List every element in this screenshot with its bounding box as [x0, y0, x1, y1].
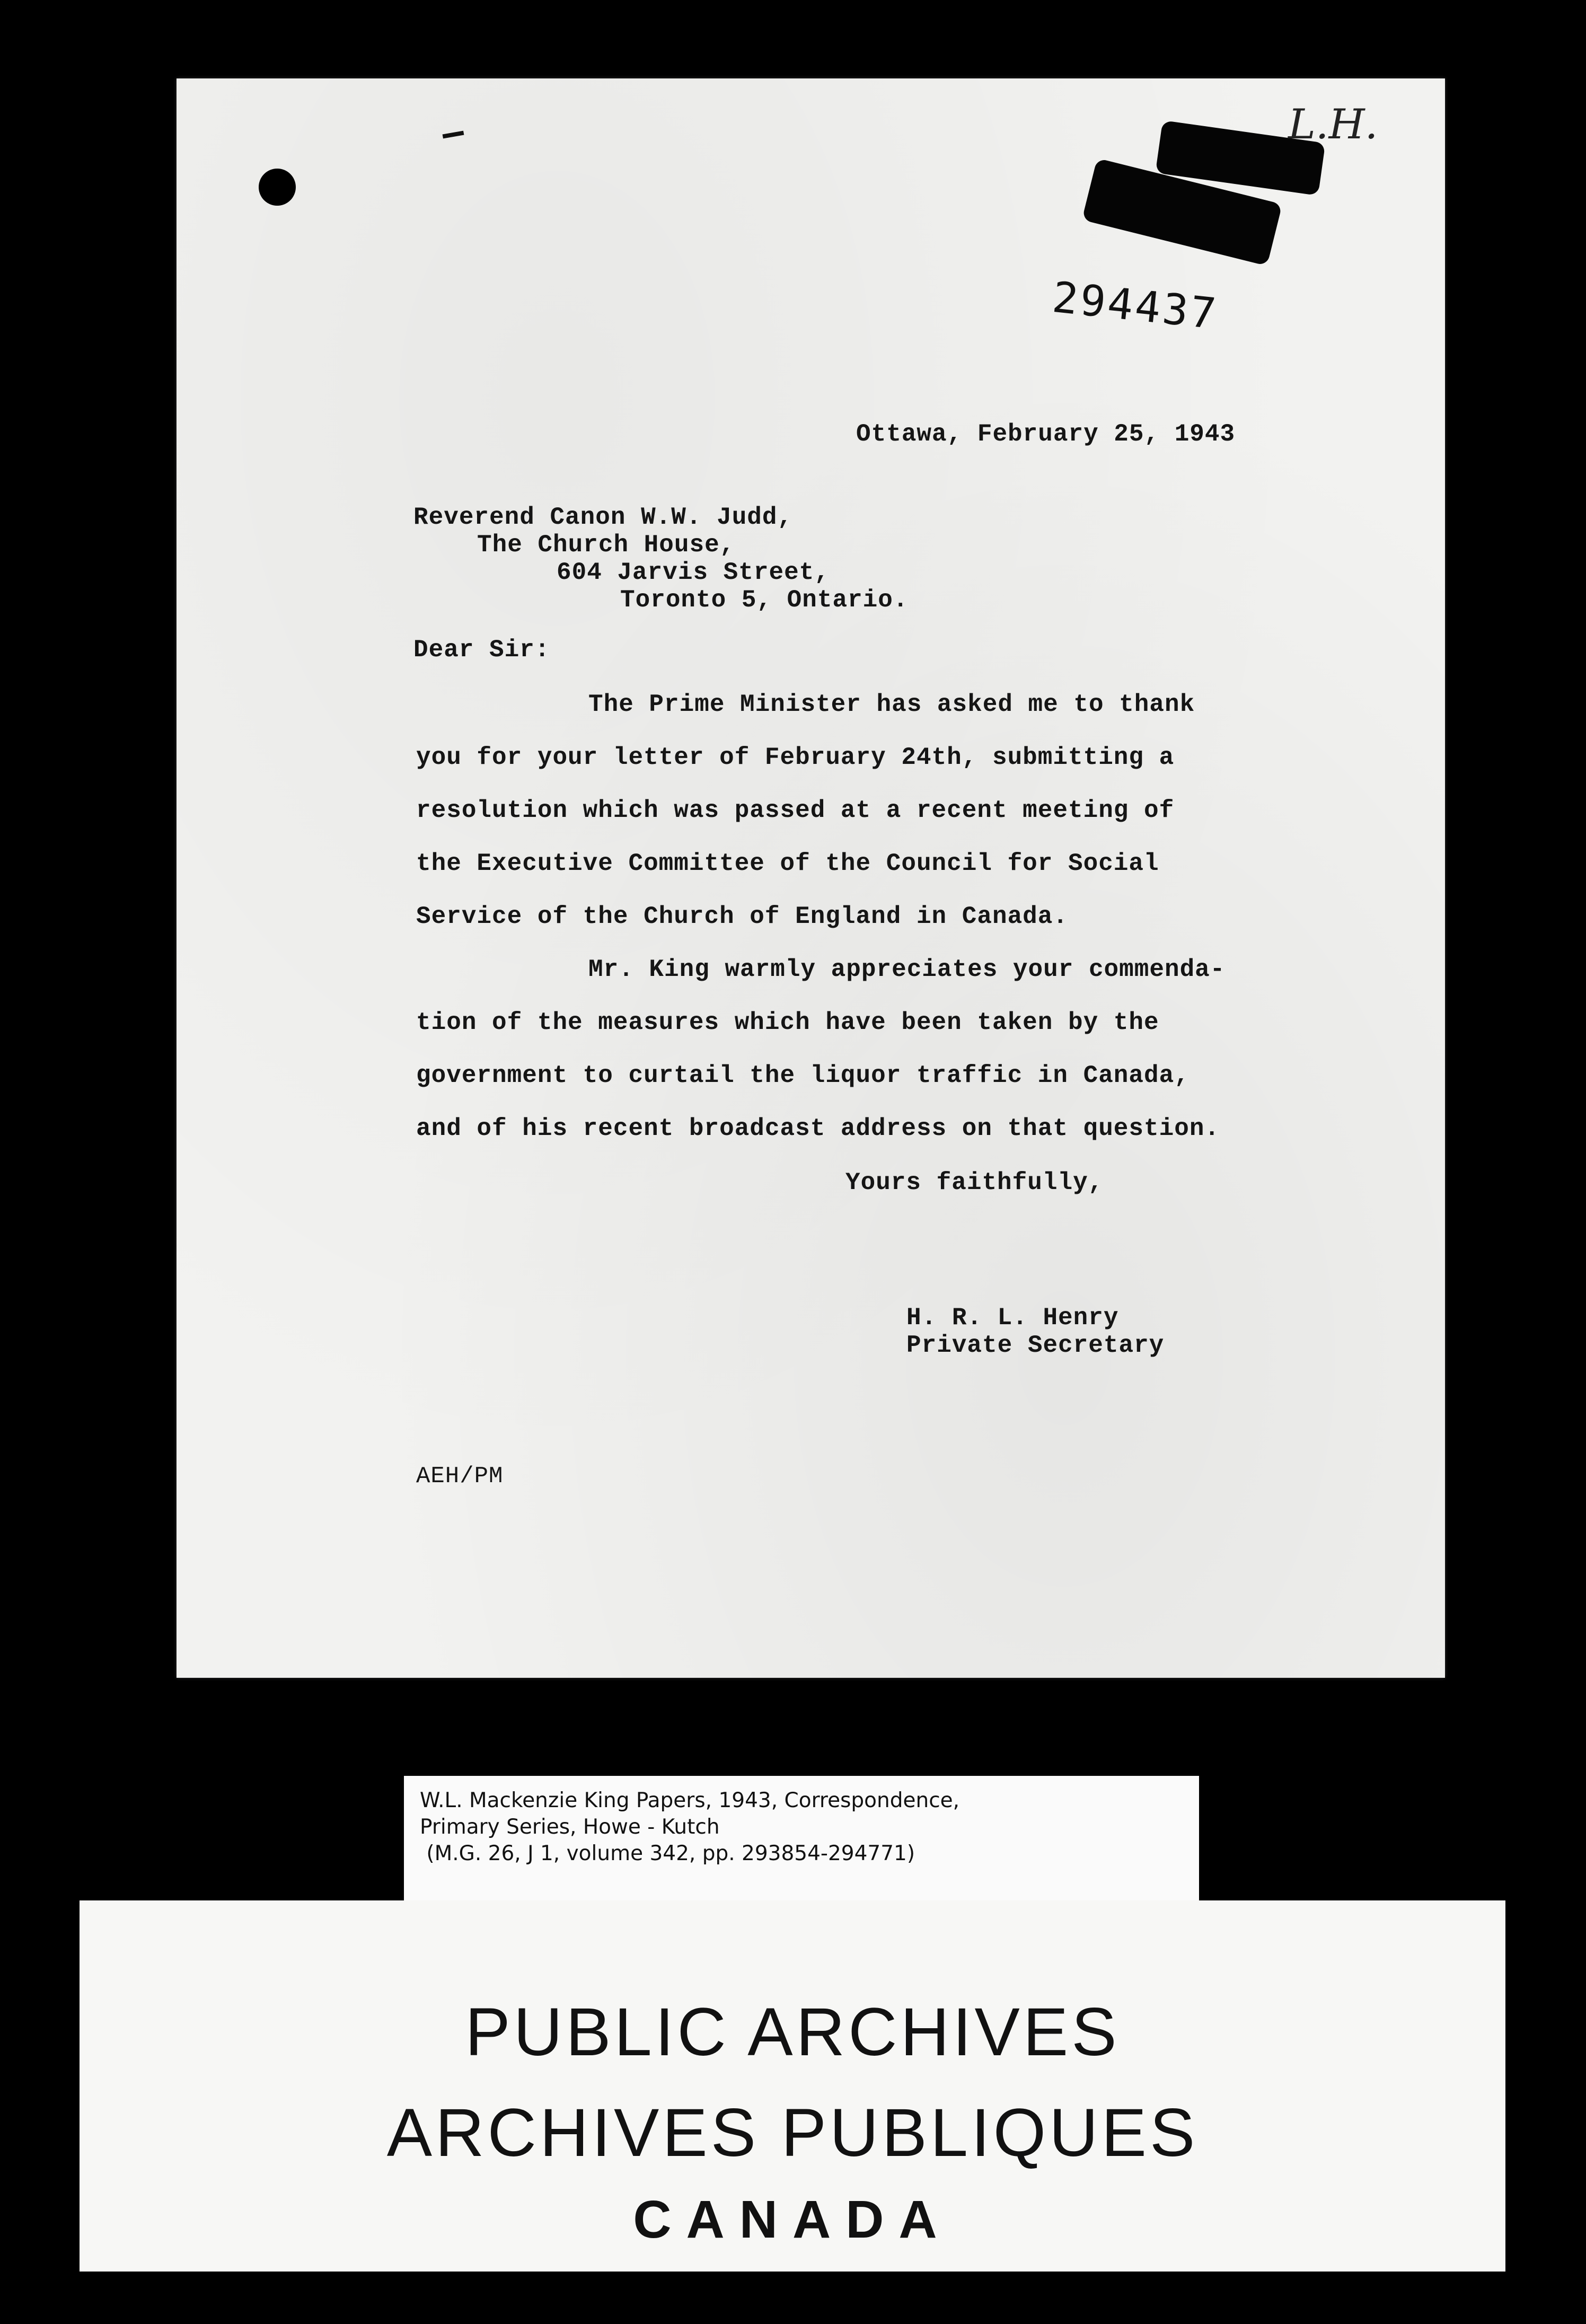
- citation-line: Primary Series, Howe - Kutch: [420, 1815, 720, 1839]
- archive-title-english: PUBLIC ARCHIVES: [465, 1994, 1120, 2070]
- closing: Yours faithfully,: [845, 1169, 1104, 1196]
- address-line: Reverend Canon W.W. Judd,: [413, 504, 793, 531]
- letter-page: [177, 78, 1445, 1678]
- body-line: and of his recent broadcast address on that question.: [416, 1115, 1220, 1142]
- address-line: The Church House,: [477, 531, 735, 559]
- typist-initials: AEH/PM: [416, 1463, 504, 1490]
- archive-title-french: ARCHIVES PUBLIQUES: [386, 2095, 1199, 2171]
- citation-label: [404, 1776, 1199, 1900]
- address-line: Toronto 5, Ontario.: [620, 586, 909, 614]
- archive-country: CANADA: [633, 2190, 952, 2249]
- body-line: Mr. King warmly appreciates your commenda-: [588, 956, 1226, 983]
- body-line: Service of the Church of England in Canada.: [416, 903, 1068, 930]
- signature-name: H. R. L. Henry: [906, 1304, 1119, 1332]
- citation-line: (M.G. 26, J 1, volume 342, pp. 293854-294771): [420, 1842, 915, 1865]
- body-line: you for your letter of February 24th, submitting a: [416, 744, 1175, 771]
- address-line: 604 Jarvis Street,: [557, 559, 830, 586]
- body-line: the Executive Committee of the Council for Social: [416, 850, 1159, 877]
- body-line: tion of the measures which have been taken by the: [416, 1009, 1159, 1036]
- salutation: Dear Sir:: [413, 636, 550, 664]
- archive-card: [80, 1900, 1505, 2272]
- signature-title: Private Secretary: [906, 1332, 1165, 1359]
- body-line: resolution which was passed at a recent meeting of: [416, 797, 1175, 824]
- handwritten-corner-mark: L.H.: [1288, 101, 1378, 148]
- body-line: government to curtail the liquor traffic in Canada,: [416, 1062, 1190, 1089]
- body-line: The Prime Minister has asked me to thank: [588, 691, 1195, 718]
- citation-line: W.L. Mackenzie King Papers, 1943, Correspondence,: [420, 1789, 960, 1812]
- document-number-stamp: 294437: [1050, 272, 1220, 339]
- punch-hole: [259, 169, 296, 206]
- date-line: Ottawa, February 25, 1943: [856, 420, 1236, 448]
